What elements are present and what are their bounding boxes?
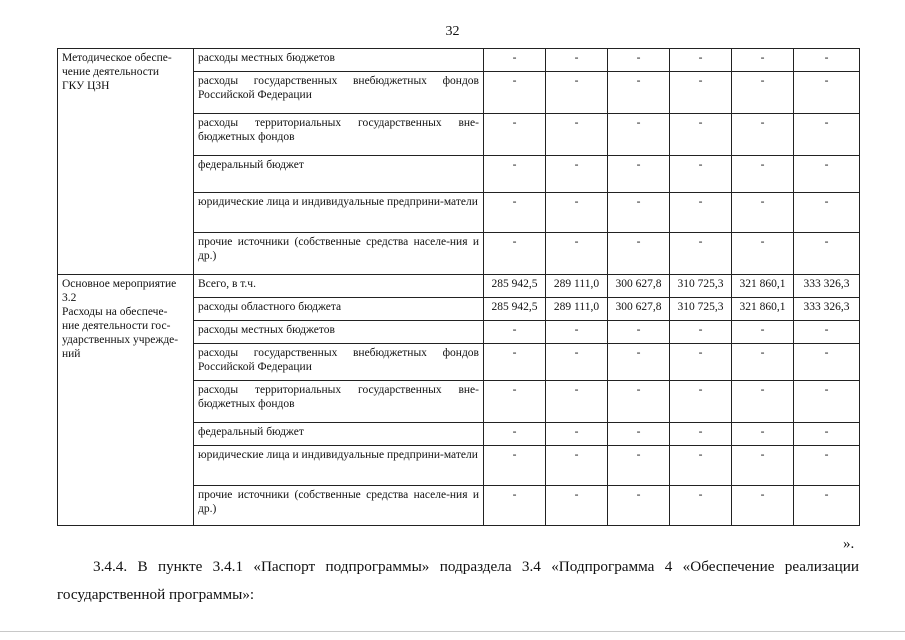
funding-source-cell: юридические лица и индивидуальные предприни-матели (194, 193, 484, 233)
funding-source-cell: расходы местных бюджетов (194, 49, 484, 72)
value-cell: - (794, 446, 860, 486)
value-cell: - (608, 156, 670, 193)
table-row (58, 275, 860, 298)
value-cell: 310 725,3 (670, 298, 732, 321)
value-cell: - (608, 381, 670, 423)
activity-cell (58, 275, 194, 526)
value-cell: - (608, 446, 670, 486)
value-cell: 333 326,3 (794, 298, 860, 321)
value-cell: - (670, 344, 732, 381)
value-cell: - (546, 193, 608, 233)
value-cell: 321 860,1 (732, 275, 794, 298)
funding-source-cell: расходы местных бюджетов (194, 321, 484, 344)
value-cell: - (546, 321, 608, 344)
value-cell: - (484, 321, 546, 344)
funding-source-cell: федеральный бюджет (194, 423, 484, 446)
value-cell: - (484, 72, 546, 114)
value-cell: - (794, 423, 860, 446)
funding-source-cell: расходы областного бюджета (194, 298, 484, 321)
value-cell: - (608, 114, 670, 156)
value-cell: - (670, 381, 732, 423)
funding-source-cell: расходы территориальных государственных вне-бюджетных фондов (194, 114, 484, 156)
funding-source-cell: расходы государственных внебюджетных фондов Российской Федерации (194, 344, 484, 381)
value-cell: - (732, 344, 794, 381)
value-cell: 333 326,3 (794, 275, 860, 298)
value-cell: 300 627,8 (608, 298, 670, 321)
value-cell: - (546, 486, 608, 526)
value-cell: - (608, 344, 670, 381)
value-cell: - (546, 156, 608, 193)
funding-table-body (58, 49, 860, 526)
value-cell: - (670, 193, 732, 233)
value-cell: - (608, 72, 670, 114)
value-cell: - (608, 193, 670, 233)
funding-source-cell: федеральный бюджет (194, 156, 484, 193)
value-cell: 300 627,8 (608, 275, 670, 298)
value-cell: - (670, 72, 732, 114)
funding-table (57, 48, 860, 526)
value-cell: - (484, 49, 546, 72)
value-cell: - (794, 72, 860, 114)
funding-source-cell: Всего, в т.ч. (194, 275, 484, 298)
value-cell: - (608, 486, 670, 526)
value-cell: - (794, 114, 860, 156)
value-cell: - (794, 193, 860, 233)
funding-source-cell: прочие источники (собственные средства населе-ния и др.) (194, 233, 484, 275)
value-cell: - (484, 381, 546, 423)
value-cell: - (732, 321, 794, 344)
value-cell: - (670, 49, 732, 72)
value-cell: - (608, 233, 670, 275)
value-cell: - (484, 423, 546, 446)
value-cell: - (670, 423, 732, 446)
closing-quote: ». (843, 536, 855, 552)
value-cell: - (484, 486, 546, 526)
value-cell: - (794, 49, 860, 72)
value-cell: 321 860,1 (732, 298, 794, 321)
value-cell: - (732, 446, 794, 486)
value-cell: - (670, 446, 732, 486)
value-cell: 285 942,5 (484, 298, 546, 321)
value-cell: - (608, 423, 670, 446)
value-cell: - (732, 114, 794, 156)
funding-source-cell: прочие источники (собственные средства населе-ния и др.) (194, 486, 484, 526)
value-cell: - (608, 49, 670, 72)
value-cell: - (732, 423, 794, 446)
value-cell: - (546, 49, 608, 72)
amendment-paragraph: 3.4.4. В пункте 3.4.1 «Паспорт подпрограммы» подраздела 3.4 «Подпрограмма 4 «Обеспечение реализации государственной программы»: (57, 558, 859, 603)
funding-source-cell: расходы государственных внебюджетных фондов Российской Федерации (194, 72, 484, 114)
value-cell: - (732, 381, 794, 423)
value-cell: - (732, 72, 794, 114)
value-cell: - (484, 233, 546, 275)
value-cell: - (484, 114, 546, 156)
value-cell: - (484, 156, 546, 193)
table-row (58, 49, 860, 72)
value-cell: - (546, 114, 608, 156)
value-cell: - (794, 156, 860, 193)
value-cell: - (546, 344, 608, 381)
value-cell: - (546, 446, 608, 486)
value-cell: - (732, 486, 794, 526)
value-cell: - (484, 193, 546, 233)
value-cell: 289 111,0 (546, 298, 608, 321)
value-cell: - (670, 486, 732, 526)
value-cell: - (670, 321, 732, 344)
value-cell: - (670, 114, 732, 156)
funding-source-cell: расходы территориальных государственных вне-бюджетных фондов (194, 381, 484, 423)
value-cell: - (546, 423, 608, 446)
activity-name: Методическое обеспе- чение деятельности ГКУ ЦЗН (62, 52, 172, 92)
value-cell: - (546, 72, 608, 114)
value-cell: - (794, 321, 860, 344)
value-cell: - (794, 381, 860, 423)
value-cell: - (546, 233, 608, 275)
value-cell: - (608, 321, 670, 344)
value-cell: - (546, 381, 608, 423)
value-cell: 285 942,5 (484, 275, 546, 298)
value-cell: - (732, 233, 794, 275)
activity-name: Основное мероприятие 3.2 Расходы на обеспече- ние деятельности гос- ударственных учрежде- ний (62, 278, 179, 360)
value-cell: - (484, 446, 546, 486)
value-cell: - (670, 156, 732, 193)
value-cell: 289 111,0 (546, 275, 608, 298)
bottom-rule (0, 631, 905, 632)
value-cell: - (794, 344, 860, 381)
value-cell: - (732, 156, 794, 193)
funding-source-cell: юридические лица и индивидуальные предприни-матели (194, 446, 484, 486)
value-cell: - (484, 344, 546, 381)
value-cell: 310 725,3 (670, 275, 732, 298)
value-cell: - (732, 49, 794, 72)
activity-cell (58, 49, 194, 275)
value-cell: - (670, 233, 732, 275)
page-number: 32 (445, 24, 460, 39)
value-cell: - (794, 486, 860, 526)
value-cell: - (794, 233, 860, 275)
value-cell: - (732, 193, 794, 233)
